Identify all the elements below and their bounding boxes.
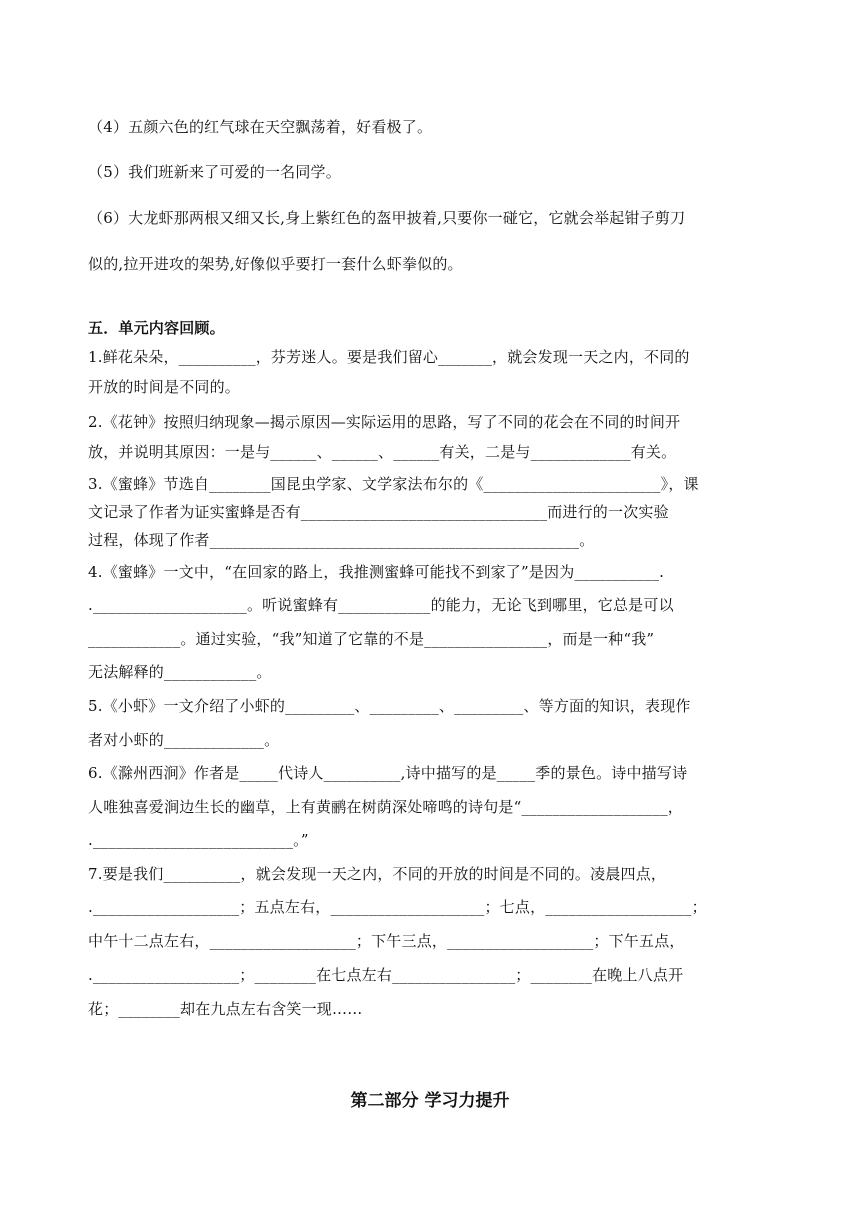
item-3-line-3: 过程，体现了作者________________________________________________。 (88, 531, 595, 549)
item-7-line-3: 中午十二点左右，___________________；下午三点，___________________；下午五点， (88, 932, 685, 950)
item-5-line-2: 者对小虾的_____________。 (88, 731, 280, 749)
item-6-line-1: 6.《滁州西涧》作者是_____代诗人__________,诗中描写的是_____季的景色。诗中描写诗 (88, 764, 688, 782)
item-4-line-1: 4.《蜜蜂》一文中，“在回家的路上，我推测蜜蜂可能找不到家了”是因为___________. (88, 563, 665, 581)
item-6-line-2: 人唯独喜爱涧边生长的幽草，上有黄鹂在树荫深处啼鸣的诗句是“___________________， (88, 798, 683, 816)
item-4-line-2: .____________________。听说蜜蜂有____________的能力，无论飞到哪里，它总是可以 (88, 596, 674, 614)
item-7-line-4: .___________________；________在七点左右________________；________在晚上八点开 (88, 966, 684, 984)
item-7-line-1: 7.要是我们__________，就会发现一天之内，不同的开放的时间是不同的。凌晨四点， (88, 865, 667, 883)
item-3-line-2: 文记录了作者为证实蜜蜂是否有________________________________而进行的一次实验 (88, 503, 669, 521)
item-3-line-1: 3.《蜜蜂》节选自________国昆虫学家、文学家法布尔的《_______________________》，课 (88, 475, 699, 493)
item-7-line-2: .___________________；五点左右，____________________；七点，___________________； (88, 898, 707, 916)
item-1-line-2: 开放的时间是不同的。 (88, 378, 241, 396)
item-6-line-3: .__________________________。” (88, 831, 309, 849)
part-2-title: 第二部分 学习力提升 (350, 1091, 510, 1111)
sentence-5: （5）我们班新来了可爱的一名同学。 (88, 163, 341, 181)
item-4-line-4: 无法解释的____________。 (88, 663, 272, 681)
sentence-4: （4）五颜六色的红气球在天空飘荡着，好看极了。 (88, 118, 433, 136)
item-5-line-1: 5.《小虾》一文介绍了小虾的_________、_________、_________、等方面的知识，表现作 (88, 697, 691, 715)
sentence-6-line-2: 似的,拉开进攻的架势,好像似乎要打一套什么虾拳似的。 (88, 255, 463, 273)
section-5-title: 五．单元内容回顾。 (88, 319, 225, 337)
sentence-6-line-1: （6）大龙虾那两根又细又长,身上紫红色的盔甲披着,只要你一碰它，它就会举起钳子剪刀 (88, 209, 686, 227)
item-4-line-3: ____________。通过实验，“我”知道了它靠的不是________________，而是一种“我” (88, 630, 655, 648)
item-2-line-2: 放，并说明其原因：一是与______、______、______有关，二是与_____________有关。 (88, 443, 677, 461)
item-2-line-1: 2.《花钟》按照归纳现象—揭示原因—实际运用的思路，写了不同的花会在不同的时间开 (88, 413, 681, 431)
item-7-line-5: 花；________却在九点左右含笑一现…… (88, 1000, 363, 1018)
item-1-line-1: 1.鲜花朵朵，__________，芬芳迷人。要是我们留心_______，就会发现一天之内，不同的 (88, 348, 690, 366)
